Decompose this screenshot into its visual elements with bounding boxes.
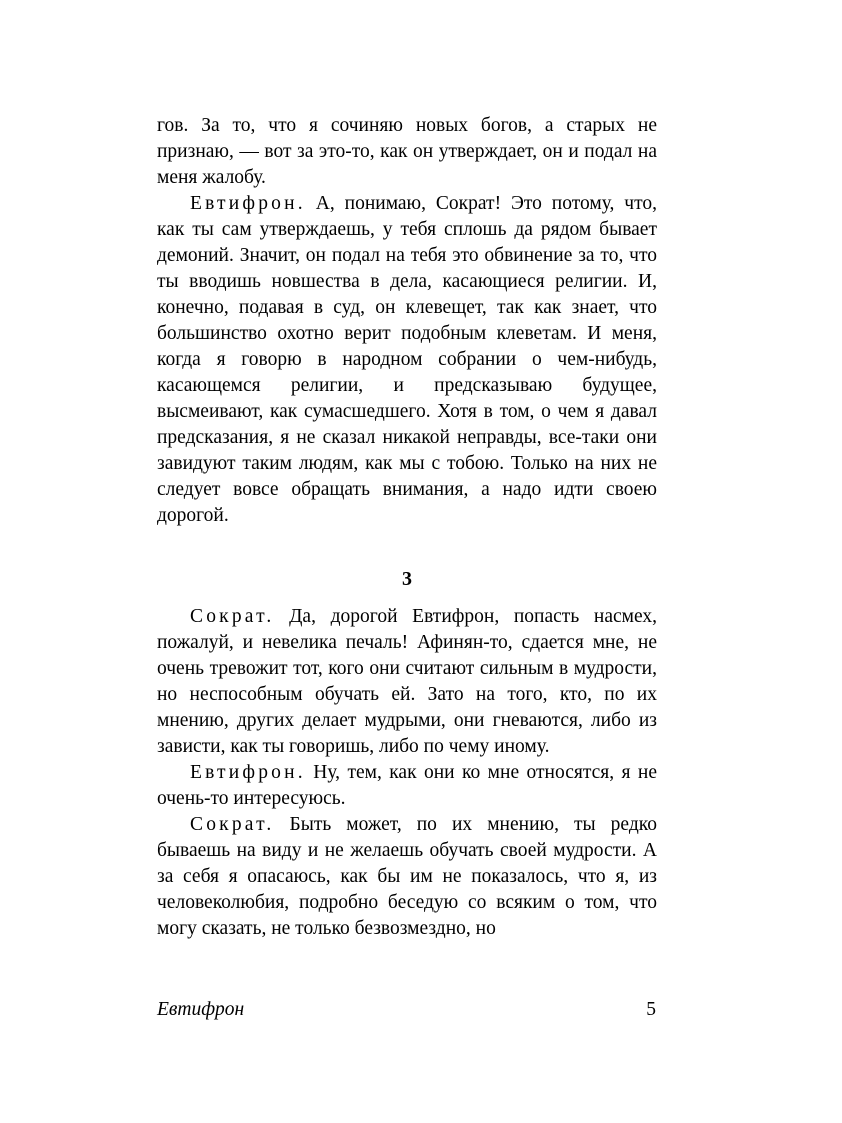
paragraph-euthyphro-reply	[157, 191, 657, 529]
paragraph-text: А, понимаю, Сократ! Это потому, что, как ты сам утверждаешь, у тебя сплошь да рядом бывает демоний. Значит, он подал на тебя это обвинение за то, что ты вводишь новшества в дела, касающиеся религии. И, конечно, подавая в суд, он клевещет, так как знает, что большинство охотно верит подобным клеветам. И меня, когда я говорю в народном собрании о чем-нибудь, касающемся религии, и предсказываю будущее, высмеивают, как сумасшедшего. Хотя в том, о чем я давал предсказания, я не сказал никакой неправды, все-таки они завидуют таким людям, как мы с тобою. Только на них не следует вовсе обращать внимания, а надо идти своею дорогой.	[157, 193, 657, 526]
paragraph-text: Ну, тем, как они ко мне относятся, я не очень-то интересуюсь.	[157, 762, 657, 809]
paragraph-continuation: гов. За то, что я сочиняю новых богов, а старых не признаю, — вот за это-то, как он утверждает, он и подал на меня жалобу.	[157, 115, 657, 188]
speaker-name: Евтифрон.	[190, 762, 306, 783]
speaker-name: Сократ.	[190, 814, 275, 835]
running-footer-title: Евтифрон	[157, 999, 245, 1020]
text-block-top	[157, 113, 657, 529]
page-number: 5	[646, 999, 656, 1020]
paragraph-euthyphro-2	[157, 760, 657, 812]
speaker-name: Евтифрон.	[190, 193, 306, 214]
paragraph-socrates-2	[157, 812, 657, 942]
paragraph-text: Да, дорогой Евтифрон, попасть насмех, пожалуй, и невелика печаль! Афинян-то, сдается мне, не очень тревожит тот, кого они считают сильным в мудрости, но неспособным обучать ей. Зато на того, кто, по их мнению, других делает мудрыми, они гневаются, либо из зависти, как ты говоришь, либо по чему иному.	[157, 606, 657, 757]
section-heading: 3	[402, 568, 412, 590]
paragraph-socrates-1	[157, 604, 657, 760]
speaker-name: Сократ.	[190, 606, 275, 627]
text-block-bottom	[157, 604, 657, 942]
paragraph-text: Быть может, по их мнению, ты редко бываешь на виду и не желаешь обучать своей мудрости. А за себя я опасаюсь, как бы им не показалось, что я, из человеколюбия, подробно беседую со всяким о том, что могу сказать, не только безвозмездно, но	[157, 814, 657, 939]
